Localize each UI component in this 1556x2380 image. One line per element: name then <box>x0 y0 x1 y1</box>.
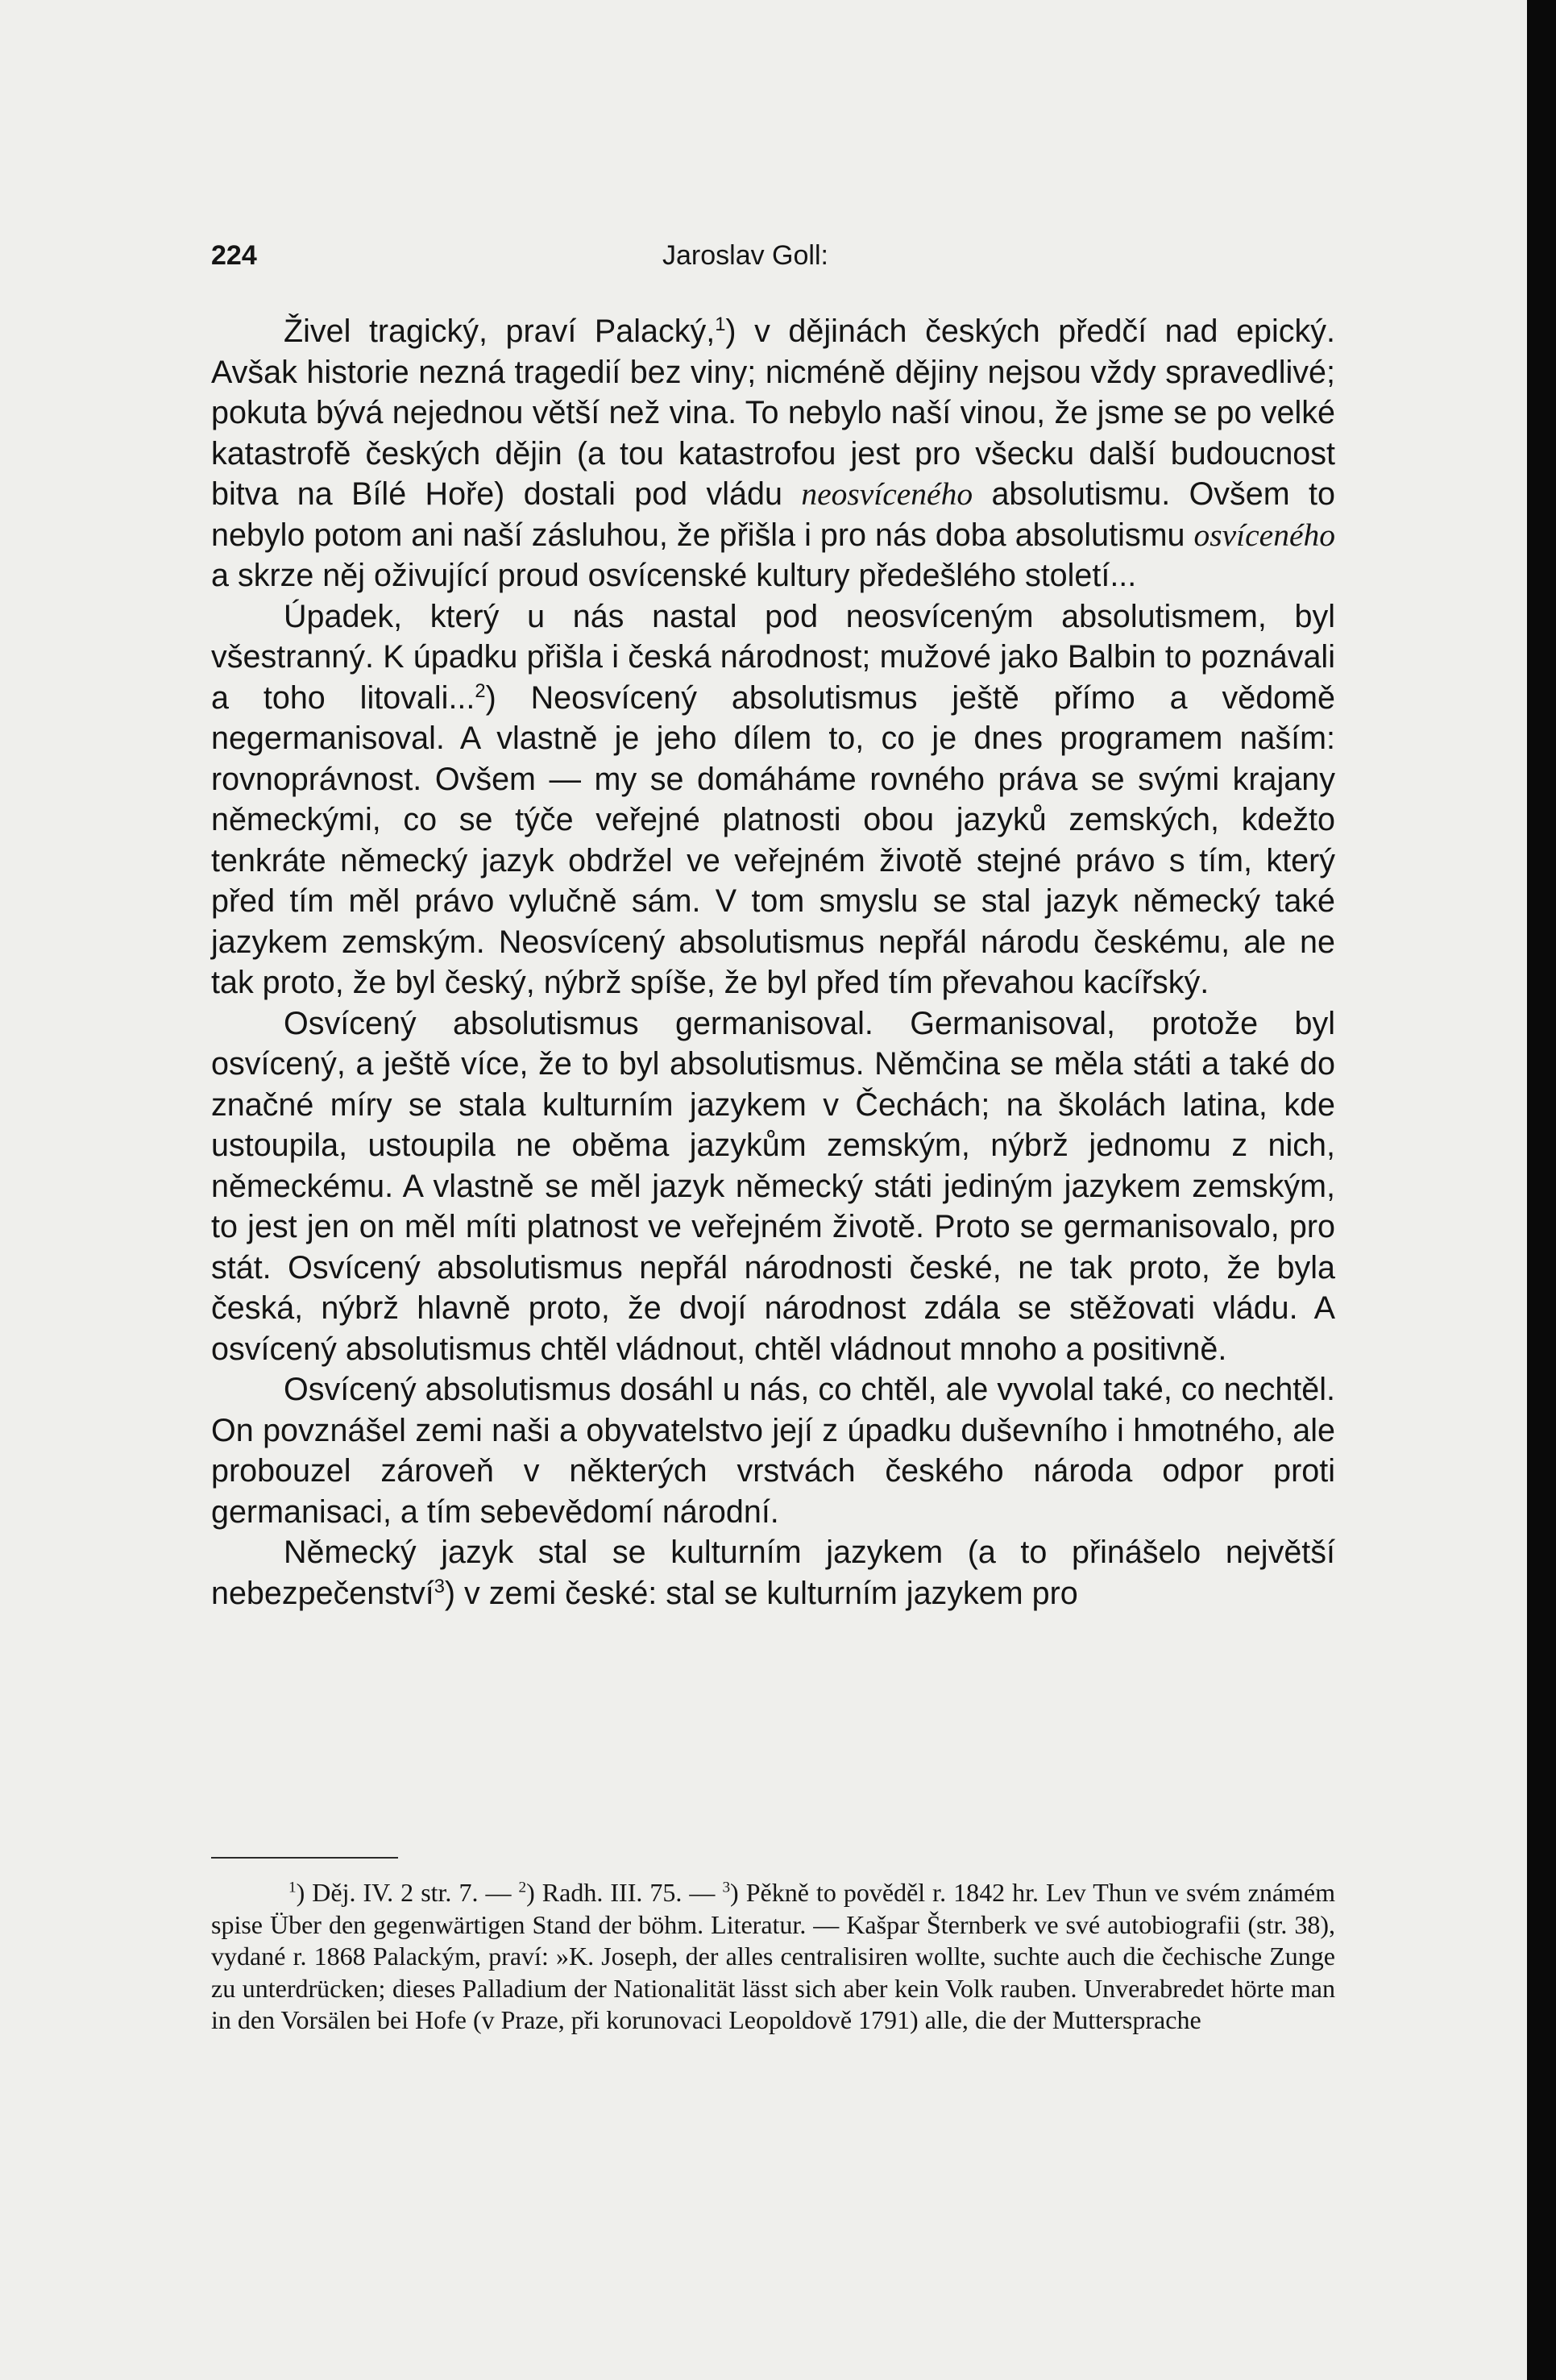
footnote-marker-1: 1 <box>288 1879 297 1896</box>
text-run: absolutismu. Ovšem to nebylo potom ani naší zásluhou, že přišla i pro nás doba absolutismu <box>211 476 1335 553</box>
emphasis-neosviceneho: neosvíceného <box>801 476 973 512</box>
text-run: ) Neosvícený absolutismus ještě přímo a vědomě negermanisoval. A vlastně je jeho dílem to, co je dnes programem naším: rovnoprávnost. Ovšem — my se domáháme rovného práva se svými krajany německými, co se týče veřejné platnosti obou jazyků zemských, kdežto tenkráte německý jazyk obdržel ve veřejném životě stejné právo s tím, který před tím měl právo vylučně sám. V tom smyslu se stal jazyk německý také jazykem zemským. Neosvícený absolutismus nepřál národu českému, ale ne tak proto, že byl český, nýbrž spíše, že byl před tím převahou kacířský. <box>211 679 1336 1000</box>
footnote-text-1: ) Děj. IV. 2 str. 7. — <box>296 1878 519 1907</box>
body-text <box>211 311 1335 1614</box>
footnote-text-3: ) Pěkně to pověděl r. 1842 hr. Lev Thun ve svém známém spise Über den gegenwärtigen Stand der böhm. Literatur. — Kašpar Šternberk ve své autobiografii (str. 38), vydané r. 1868 Palackým, praví: »K. Joseph, der alles centralisiren wollte, suchte auch die čechische Zunge zu unterdrücken; dieses Palladium der Nationalität lässt sich aber kein Volk rauben. Unverabredet hörte man in den Vorsälen bei Hofe (v Praze, při korunovaci Leopoldově 1791) alle, die der Muttersprache <box>211 1878 1336 2034</box>
paragraph-5 <box>211 1532 1335 1614</box>
page-number: 224 <box>211 240 257 271</box>
footnote-ref-2: 2 <box>475 680 486 702</box>
text-run: Živel tragický, praví Palacký, <box>284 314 716 349</box>
footnote-block <box>211 1877 1335 2037</box>
footnotes <box>211 1877 1335 2037</box>
footnote-text-2: ) Radh. III. 75. — <box>526 1878 723 1907</box>
text-run: Osvícený absolutismus dosáhl u nás, co chtěl, ale vyvolal také, co nechtěl. On povznášel zemi naši a obyvatelstvo její z úpadku duševního i hmotného, ale probouzel zároveň v některých vrstvách českého národa odpor proti germanisaci, a tím sebevědomí národní. <box>211 1372 1335 1530</box>
text-run: Úpadek, který u nás nastal pod neosvíceným absolutismem, byl všestranný. K úpadku přišla i česká národnost; mužové jako Balbin to poznávali a toho litovali... <box>211 598 1335 716</box>
paragraph-1 <box>211 311 1335 596</box>
text-run: a skrze něj oživující proud osvícenské kultury předešlého století... <box>211 558 1137 593</box>
footnote-ref-3: 3 <box>434 1576 445 1597</box>
footnote-separator <box>211 1857 398 1859</box>
paragraph-2 <box>211 596 1335 1003</box>
running-head: Jaroslav Goll: <box>662 240 828 271</box>
text-run: Německý jazyk stal se kulturním jazykem (a to přinášelo největší nebezpečenství <box>211 1535 1335 1611</box>
text-run: Osvícený absolutismus germanisoval. Germanisoval, protože byl osvícený, a ještě více, že to byl absolutismus. Němčina se měla státi a také do značné míry se stala kulturním jazykem v Čechách; na školách latina, kde ustoupila, ustoupila ne oběma jazykům zemským, nýbrž jednomu z nich, německému. A vlastně se měl jazyk německý státi jediným jazykem zemským, to jest jen on měl míti platnost ve veřejném životě. Proto se germanisovalo, pro stát. Osvícený absolutismus nepřál národnosti české, ne tak proto, že byla česká, nýbrž hlavně proto, že dvojí národnost zdála se stěžovati vládu. A osvícený absolutismus chtěl vládnout, chtěl vládnout mnoho a positivně. <box>211 1005 1335 1367</box>
page-header <box>211 240 1335 280</box>
footnote-ref-1: 1 <box>715 314 726 335</box>
paragraph-3 <box>211 1003 1335 1370</box>
paragraph-4 <box>211 1369 1335 1532</box>
emphasis-osviceneho: osvíceného <box>1193 517 1335 553</box>
text-run: ) v dějinách českých předčí nad epický. Avšak historie nezná tragedií bez viny; nicméně dějiny nejsou vždy spravedlivé; pokuta bývá nejednou větší než vina. To nebylo naší vinou, že jsme se po velké katastrofě českých dějin (a tou katastrofou jest pro všecku další budoucnost bitva na Bílé Hoře) dostali pod vládu <box>211 314 1336 512</box>
text-run: ) v zemi české: stal se kulturním jazykem pro <box>444 1575 1078 1611</box>
footnote-marker-2: 2 <box>518 1879 527 1896</box>
scan-border <box>1527 0 1556 2380</box>
footnote-marker-3: 3 <box>722 1879 731 1896</box>
